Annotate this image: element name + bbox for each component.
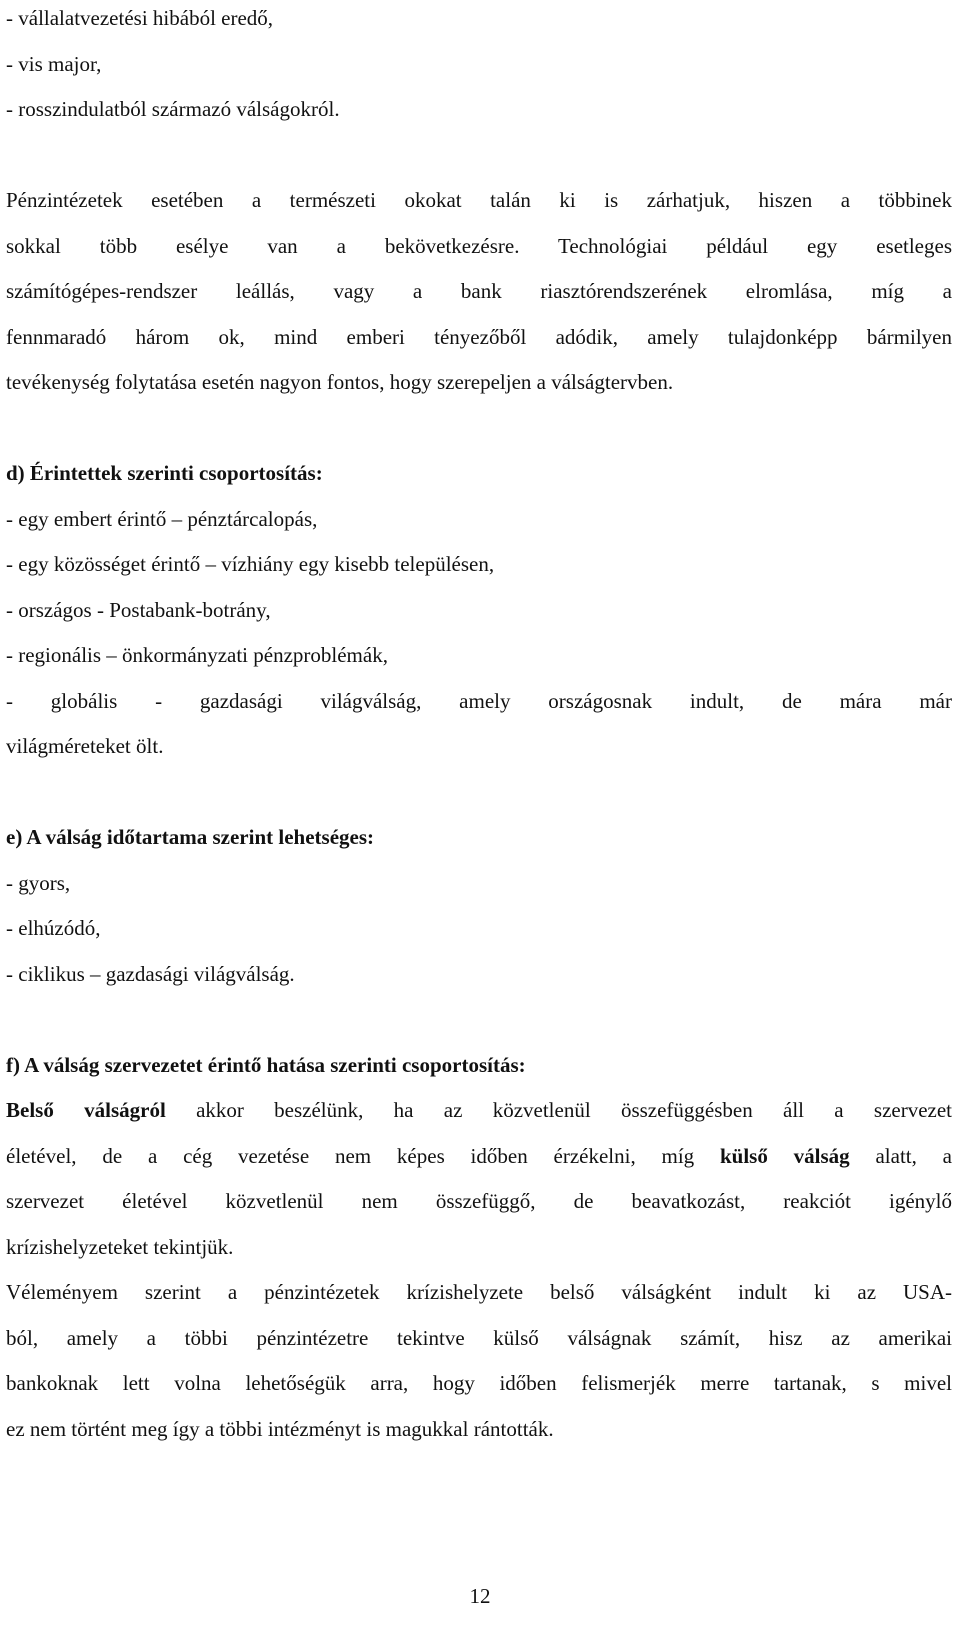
section-f-heading: f) A válság szervezetet érintő hatása szerinti csoportosítás:: [6, 1052, 526, 1077]
document-page: [6, 0, 952, 1452]
text-run: életével, de a cég vezetése nem képes időben érzékelni, míg: [6, 1143, 720, 1168]
paragraph-line: sokkal több esélye van a bekövetkezésre. Technológiai például egy esetleges: [6, 233, 952, 258]
list-item: - ciklikus – gazdasági világválság.: [6, 961, 295, 986]
list-item: - egy embert érintő – pénztárcalopás,: [6, 506, 318, 531]
list-item: - egy közösséget érintő – vízhiány egy kisebb településen,: [6, 552, 495, 576]
paragraph-line: szervezet életével közvetlenül nem összefüggő, de beavatkozást, reakciót igénylő: [6, 1189, 952, 1213]
paragraph-line: számítógépes-rendszer leállás, vagy a bank riasztórendszerének elromlása, míg a: [6, 279, 952, 303]
list-item: - vállalatvezetési hibából eredő,: [6, 6, 274, 30]
paragraph-line: tevékenység folytatása esetén nagyon fontos, hogy szerepeljen a válságtervben.: [6, 370, 674, 394]
text-run: alatt, a: [849, 1143, 952, 1168]
paragraph-line: Véleményem szerint a pénzintézetek krízishelyzete belső válságként indult ki az USA-: [6, 1280, 952, 1304]
list-item: - gyors,: [6, 870, 71, 895]
list-item: - rosszindulatból származó válságokról.: [6, 97, 340, 121]
paragraph-line: bankoknak lett volna lehetőségük arra, hogy időben felismerjék merre tartanak, s mivel: [6, 1371, 952, 1395]
list-item: - vis major,: [6, 51, 102, 76]
paragraph-line: ez nem történt meg így a többi intézményt is magukkal rántották.: [6, 1416, 554, 1441]
paragraph-line: Pénzintézetek esetében a természeti okokat talán ki is zárhatjuk, hiszen a többinek: [6, 188, 952, 212]
list-item: - globális - gazdasági világválság, amely országosnak indult, de mára már: [6, 688, 952, 713]
paragraph-line: fennmaradó három ok, mind emberi tényezőből adódik, amely tulajdonképp bármilyen: [6, 324, 952, 349]
section-d-heading: d) Érintettek szerinti csoportosítás:: [6, 461, 323, 485]
section-e-heading: e) A válság időtartama szerint lehetséges:: [6, 825, 375, 849]
list-item: - országos - Postabank-botrány,: [6, 597, 271, 622]
bold-term: Belső válságról: [6, 1098, 166, 1122]
list-item: világméreteket ölt.: [6, 734, 164, 758]
paragraph-line: krízishelyzeteket tekintjük.: [6, 1234, 234, 1259]
paragraph-line: [6, 1088, 952, 1134]
list-item: - regionális – önkormányzati pénzproblémák,: [6, 643, 388, 667]
list-item: - elhúzódó,: [6, 916, 101, 940]
paragraph-line: ból, amely a többi pénzintézetre tekintve külső válságnak számít, hisz az amerikai: [6, 1325, 952, 1350]
bold-term: külső válság: [719, 1143, 850, 1168]
paragraph-line: [6, 1134, 952, 1180]
page-number: 12: [469, 1584, 491, 1608]
text-run: akkor beszélünk, ha az közvetlenül összefüggésben áll a szervezet: [165, 1098, 952, 1122]
